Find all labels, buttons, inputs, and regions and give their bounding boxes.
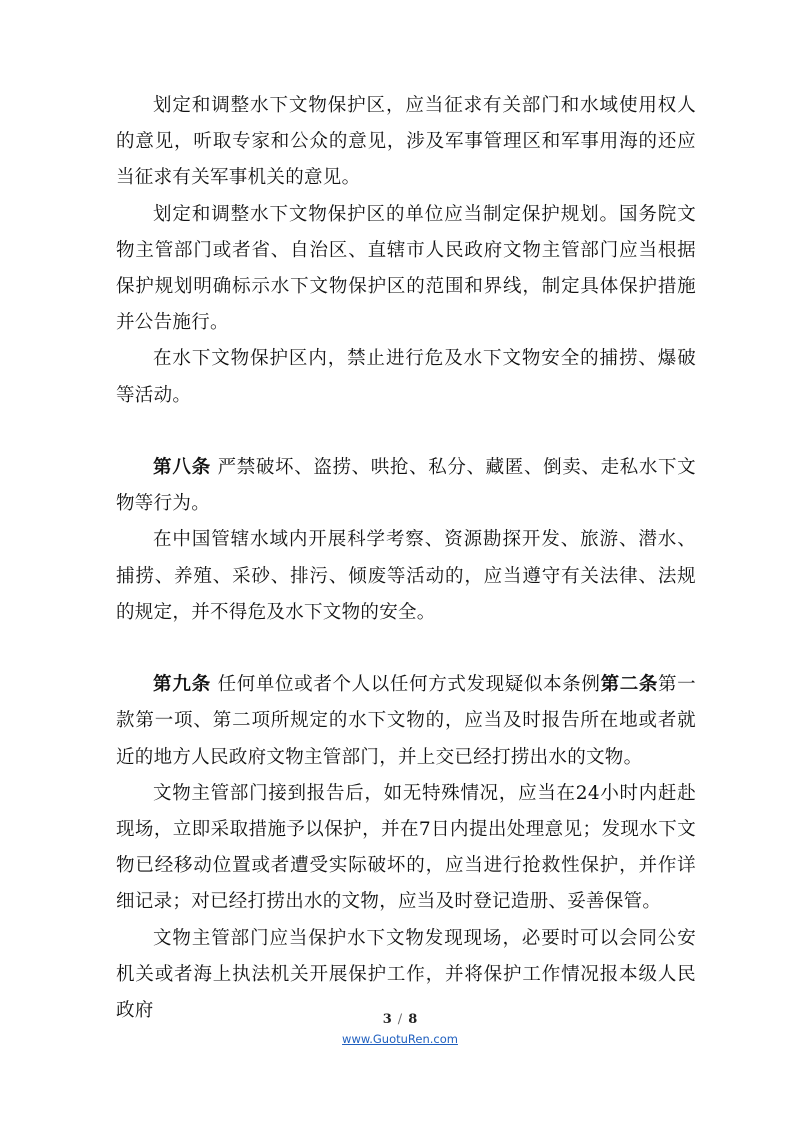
article-2-reference: 第二条 (600, 674, 659, 696)
paragraph-protection-zone-consultation: 划定和调整水下文物保护区，应当征求有关部门和水域使用权人的意见，听取专家和公众的意见，涉及军事管理区和军事用海的还应当征求有关军事机关的意见。 (116, 95, 696, 189)
article-9-text-start: 任何单位或者个人以任何方式发现疑似本条例 (217, 674, 601, 696)
page-total: 8 (408, 1012, 418, 1027)
article-8-heading: 第八条 (153, 457, 212, 479)
article-8-paragraph (116, 450, 696, 522)
website-link[interactable]: www.GuotuRen.com (342, 1032, 458, 1046)
document-body (116, 88, 696, 1029)
paragraph-site-protection: 文物主管部门应当保护水下文物发现现场，必要时可以会同公安机关或者海上执法机关开展保护工作，并将保护工作情况报本级人民政府 (116, 927, 696, 1022)
paragraph-activities-compliance: 在中国管辖水域内开展科学考察、资源勘探开发、旅游、潜水、捕捞、养殖、采砂、排污、倾废等活动的，应当遵守有关法律、法规的规定，并不得危及水下文物的安全。 (116, 529, 696, 623)
page-current: 3 (382, 1012, 392, 1027)
section-gap (116, 631, 696, 667)
paragraph-protection-plan: 划定和调整水下文物保护区的单位应当制定保护规划。国务院文物主管部门或者省、自治区、直辖市人民政府文物主管部门应当根据保护规划明确标示水下文物保护区的范围和界线，制定具体保护措施并公告施行。 (116, 203, 696, 334)
page-separator: / (397, 1012, 403, 1027)
paragraph-report-handling: 文物主管部门接到报告后，如无特殊情况，应当在24小时内赶赴现场，立即采取措施予以保护，并在7日内提出处理意见；发现水下文物已经移动位置或者遭受实际破坏的，应当进行抢救性保护，并作详细记录；对已经打捞出水的文物，应当及时登记造册、妥善保管。 (116, 782, 696, 913)
paragraph-prohibited-activities: 在水下文物保护区内，禁止进行危及水下文物安全的捕捞、爆破等活动。 (116, 348, 696, 406)
article-9-heading: 第九条 (153, 674, 212, 696)
article-9-paragraph (116, 667, 696, 776)
article-9-text-end: 第一款第一项、第二项所规定的水下文物的，应当及时报告所在地或者就近的地方人民政府文物主管部门，并上交已经打捞出水的文物。 (116, 674, 696, 768)
page-number (0, 1012, 800, 1027)
section-gap (116, 414, 696, 450)
article-8-text: 严禁破坏、盗捞、哄抢、私分、藏匿、倒卖、走私水下文物等行为。 (116, 457, 696, 515)
